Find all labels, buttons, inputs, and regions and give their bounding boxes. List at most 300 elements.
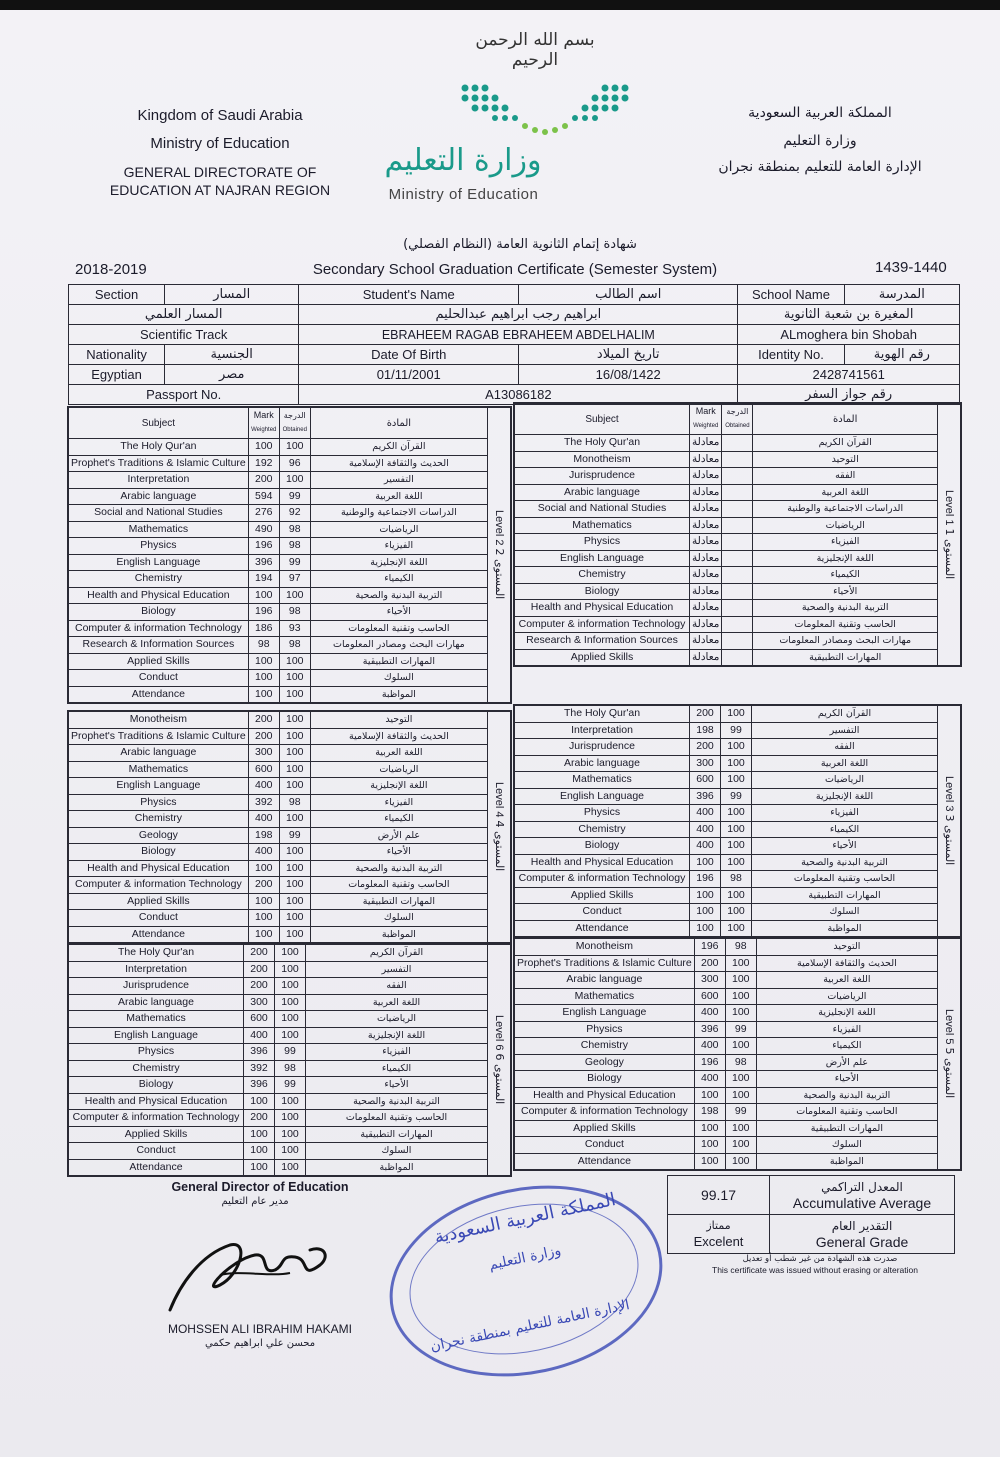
subject-header: Subject — [69, 408, 249, 439]
subject-name-ar: الفيزياء — [306, 1044, 488, 1061]
subject-name: Conduct — [515, 904, 690, 921]
table-row — [69, 1011, 511, 1028]
mark-obtained: 99 — [721, 788, 752, 805]
director-title-ar: مدير عام التعليم — [221, 1196, 289, 1207]
mark-obtained: 98 — [279, 604, 310, 621]
year-hijri: 1439-1440 — [875, 259, 947, 276]
subject-name-ar: المواظبة — [306, 1159, 488, 1176]
mark-obtained: 100 — [279, 844, 310, 861]
mark-weighted: 196 — [694, 939, 725, 956]
mark-obtained: 100 — [721, 920, 752, 937]
subject-name: Interpretation — [69, 472, 249, 489]
subject-name-ar: الفقه — [752, 739, 938, 756]
level-label-ar: المستوى 2 — [493, 548, 506, 600]
table-row — [69, 893, 511, 910]
passport-label: Passport No. — [69, 385, 299, 405]
school-value-en: ALmoghera bin Shobah — [738, 325, 960, 345]
identity-label-ar: رقم الهوية — [844, 345, 959, 365]
mark-weighted: معادلة — [690, 616, 722, 633]
mark-weighted: 100 — [694, 1137, 725, 1154]
mark-obtained: 100 — [279, 587, 310, 604]
subject-name-ar: الدراسات الاجتماعية والوطنية — [753, 501, 938, 518]
mark-weighted: 200 — [690, 739, 721, 756]
subject-name: Monotheism — [515, 451, 690, 468]
subject-name-ar: التوحيد — [756, 939, 937, 956]
mark-weighted: 196 — [248, 604, 279, 621]
mark-obtained: 98 — [721, 871, 752, 888]
subject-name-ar: القرآن الكريم — [752, 706, 938, 723]
subject-name: The Holy Qur'an — [69, 439, 249, 456]
table-row — [515, 788, 961, 805]
table-row — [69, 827, 511, 844]
level-1-block — [513, 402, 962, 667]
table-row — [515, 1071, 961, 1088]
school-value-ar: المغيرة بن شعبة الثانوية — [738, 305, 960, 325]
table-row — [515, 633, 961, 650]
track-value: Scientific Track — [69, 325, 299, 345]
header-left — [90, 107, 350, 199]
subject-name-ar: التربية البدنية والصحية — [753, 600, 938, 617]
mark-weighted: 100 — [244, 1093, 275, 1110]
mark-weighted: 100 — [694, 1087, 725, 1104]
subject-name-ar: الأحياء — [310, 604, 487, 621]
mark-weighted: 200 — [248, 728, 279, 745]
mark-obtained: 100 — [721, 838, 752, 855]
level-label-cell — [938, 404, 961, 666]
subject-name: The Holy Qur'an — [515, 435, 690, 452]
mark-weighted: 200 — [690, 706, 721, 723]
subject-name-ar: الرياضيات — [306, 1011, 488, 1028]
student-name-label: Student's Name — [299, 285, 519, 305]
subject-name-ar: التوحيد — [310, 712, 487, 729]
mark-obtained — [722, 616, 753, 633]
subject-name: Applied Skills — [69, 1126, 244, 1143]
table-row — [515, 1038, 961, 1055]
subject-name: Computer & information Technology — [69, 877, 249, 894]
table-row — [515, 805, 961, 822]
subject-name-ar: التفسير — [306, 961, 488, 978]
mark-obtained: 100 — [721, 821, 752, 838]
subject-name-ar: اللغة الإنجليزية — [306, 1027, 488, 1044]
subject-name: English Language — [515, 788, 690, 805]
table-row — [515, 1104, 961, 1121]
table-row — [515, 1021, 961, 1038]
subject-name-ar: القرآن الكريم — [310, 439, 487, 456]
mark-obtained: 100 — [725, 1005, 756, 1022]
mark-obtained: 98 — [275, 1060, 306, 1077]
subject-name-ar: المواظبة — [310, 686, 487, 703]
mark-weighted: 100 — [690, 920, 721, 937]
mark-obtained: 100 — [279, 670, 310, 687]
subject-name: Social and National Studies — [515, 501, 690, 518]
table-row — [69, 1027, 511, 1044]
logo-arabic-text: وزارة التعليم — [384, 143, 542, 178]
table-row — [515, 722, 961, 739]
table-row — [515, 739, 961, 756]
mark-weighted: 600 — [690, 772, 721, 789]
subject-name: Applied Skills — [69, 653, 249, 670]
mark-weighted: 200 — [248, 712, 279, 729]
school-name-label: School Name — [738, 285, 844, 305]
mark-obtained: 97 — [279, 571, 310, 588]
table-row — [69, 1110, 511, 1127]
table-row — [515, 854, 961, 871]
mark-obtained: 100 — [279, 745, 310, 762]
subject-name: Research & Information Sources — [69, 637, 249, 654]
table-row — [69, 712, 511, 729]
mark-weighted: 186 — [248, 620, 279, 637]
subject-name: Health and Physical Education — [69, 587, 249, 604]
mark-weighted: 200 — [248, 877, 279, 894]
mark-obtained — [722, 567, 753, 584]
table-row — [69, 961, 511, 978]
subject-name: Applied Skills — [69, 893, 249, 910]
subject-name: English Language — [515, 1005, 695, 1022]
table-row — [69, 778, 511, 795]
mark-weighted: 98 — [248, 637, 279, 654]
subject-name: Mathematics — [515, 772, 690, 789]
subject-name-ar: الكيمياء — [753, 567, 938, 584]
mark-weighted: 392 — [244, 1060, 275, 1077]
mark-obtained: 100 — [721, 887, 752, 904]
mark-obtained: 100 — [725, 1038, 756, 1055]
table-row — [69, 1093, 511, 1110]
table-row — [515, 755, 961, 772]
mark-obtained: 100 — [279, 728, 310, 745]
subject-name-ar: اللغة العربية — [756, 972, 937, 989]
mark-obtained: 99 — [725, 1021, 756, 1038]
level-label-cell — [938, 939, 961, 1170]
subject-name-ar: التربية البدنية والصحية — [752, 854, 938, 871]
subject-name: Conduct — [69, 670, 249, 687]
subject-name: English Language — [515, 550, 690, 567]
subject-name-ar: الدراسات الاجتماعية والوطنية — [310, 505, 487, 522]
subject-name: Health and Physical Education — [515, 1087, 695, 1104]
subject-name-ar: التربية البدنية والصحية — [756, 1087, 937, 1104]
mark-obtained: 100 — [279, 439, 310, 456]
header-left-line: GENERAL DIRECTORATE OF — [123, 164, 317, 180]
mark-weighted: معادلة — [690, 484, 722, 501]
director-name-ar: محسن علي ابراهيم حكمي — [204, 1338, 316, 1349]
subject-name-ar: الكيمياء — [310, 571, 487, 588]
table-row — [515, 567, 961, 584]
subject-name: Applied Skills — [515, 887, 690, 904]
stamp-text: المملكة العربية السعودية — [432, 1189, 618, 1248]
mark-obtained: 100 — [279, 860, 310, 877]
mark-weighted: 200 — [244, 978, 275, 995]
table-row — [515, 435, 961, 452]
subject-name: Jurisprudence — [515, 468, 690, 485]
table-row — [515, 871, 961, 888]
year-gregorian: 2018-2019 — [75, 261, 147, 278]
mark-weighted: 400 — [248, 811, 279, 828]
subject-name-ar: اللغة الإنجليزية — [753, 550, 938, 567]
mark-weighted: 200 — [244, 945, 275, 962]
subject-name: Attendance — [69, 1159, 244, 1176]
table-row — [69, 728, 511, 745]
level-4-block — [67, 710, 512, 944]
table-row — [515, 1054, 961, 1071]
mark-obtained: 99 — [279, 827, 310, 844]
subject-header: Subject — [515, 404, 690, 435]
mark-obtained: 100 — [275, 1110, 306, 1127]
mark-weighted: معادلة — [690, 600, 722, 617]
subject-name: Physics — [515, 1021, 695, 1038]
top-black-bar — [0, 0, 1000, 10]
subject-name-ar: الكيمياء — [752, 821, 938, 838]
mark-weighted-header — [690, 404, 722, 435]
subject-name-ar: المواظبة — [756, 1153, 937, 1170]
table-row — [515, 583, 961, 600]
subject-name: Applied Skills — [515, 649, 690, 666]
subject-name: Arabic language — [515, 484, 690, 501]
passport-label-ar: رقم جواز السفر — [738, 385, 960, 405]
title-arabic: شهادة إتمام الثانوية العامة (النظام الفصلي) — [403, 237, 637, 252]
mark-weighted: 396 — [694, 1021, 725, 1038]
subject-name-ar: الحاسب وتقنية المعلومات — [306, 1110, 488, 1127]
level-5-block — [513, 937, 962, 1171]
mark-obtained: 100 — [275, 1143, 306, 1160]
mark-obtained: 100 — [721, 772, 752, 789]
mark-weighted: 196 — [248, 538, 279, 555]
subject-name: Chemistry — [515, 567, 690, 584]
mark-weighted: معادلة — [690, 633, 722, 650]
mark-weighted: 192 — [248, 455, 279, 472]
subject-name-ar: المواظبة — [310, 926, 487, 943]
subject-name: Conduct — [515, 1137, 695, 1154]
subject-name: English Language — [69, 554, 249, 571]
subject-name: Attendance — [69, 926, 249, 943]
mark-obtained: 93 — [279, 620, 310, 637]
subject-name-ar: اللغة العربية — [753, 484, 938, 501]
average-value: 99.17 — [668, 1176, 770, 1215]
school-name-label-ar: المدرسة — [844, 285, 959, 305]
subject-name: Health and Physical Education — [69, 860, 249, 877]
mark-weighted: 300 — [244, 994, 275, 1011]
mark-obtained: 100 — [279, 910, 310, 927]
subject-name: Prophet's Traditions & Islamic Culture — [515, 955, 695, 972]
mark-obtained: 100 — [279, 877, 310, 894]
mark-weighted: 100 — [248, 893, 279, 910]
mark-weighted: معادلة — [690, 451, 722, 468]
mark-obtained: 100 — [279, 811, 310, 828]
mark-weighted: 198 — [248, 827, 279, 844]
subject-name-ar: المهارات التطبيقية — [756, 1120, 937, 1137]
subject-name: English Language — [69, 778, 249, 795]
identity-value: 2428741561 — [738, 365, 960, 385]
level-label: Level 5 — [943, 1009, 955, 1045]
mark-obtained — [722, 451, 753, 468]
subject-name: Arabic language — [69, 745, 249, 762]
mark-weighted: 396 — [248, 554, 279, 571]
table-row — [69, 1077, 511, 1094]
subject-name: Computer & information Technology — [515, 871, 690, 888]
mark-weighted: 400 — [248, 844, 279, 861]
mark-label: Mark — [695, 406, 716, 416]
mark-weighted: 100 — [690, 887, 721, 904]
subject-name-ar: الأحياء — [306, 1077, 488, 1094]
table-row — [515, 988, 961, 1005]
subject-name: Monotheism — [515, 939, 695, 956]
mark-obtained — [722, 484, 753, 501]
mark-obtained: 100 — [279, 472, 310, 489]
table-row — [69, 860, 511, 877]
subject-name-ar: الرياضيات — [756, 988, 937, 1005]
level-label-cell — [938, 706, 961, 937]
student-name-en: EBRAHEEM RAGAB EBRAHEEM ABDELHALIM — [299, 325, 738, 345]
subject-name-ar: اللغة الإنجليزية — [310, 778, 487, 795]
mark-weighted: 200 — [248, 472, 279, 489]
subject-name-ar: السلوك — [756, 1137, 937, 1154]
subject-name-ar: مهارات البحث ومصادر المعلومات — [753, 633, 938, 650]
subject-name: The Holy Qur'an — [69, 945, 244, 962]
grade-value-ar: ممتاز — [706, 1219, 731, 1232]
subject-name-ar: الحاسب وتقنية المعلومات — [310, 620, 487, 637]
logo-english-text: Ministry of Education — [388, 186, 539, 203]
average-label: Accumulative Average — [792, 1195, 932, 1211]
mark-obtained: 100 — [725, 955, 756, 972]
table-row — [69, 670, 511, 687]
mark-obtained: 99 — [725, 1104, 756, 1121]
mark-weighted: 100 — [248, 860, 279, 877]
basmala: بسم الله الرحمن الرحيم — [475, 30, 595, 70]
subject-name-ar: القرآن الكريم — [306, 945, 488, 962]
mark-obtained: 98 — [725, 1054, 756, 1071]
mark-weighted: 100 — [694, 1153, 725, 1170]
subject-name: Geology — [69, 827, 249, 844]
table-row — [69, 472, 511, 489]
subject-name: Biology — [515, 583, 690, 600]
result-table — [667, 1175, 955, 1254]
subject-name: Geology — [515, 1054, 695, 1071]
subject-name-ar: التربية البدنية والصحية — [310, 860, 487, 877]
mark-obtained — [722, 550, 753, 567]
student-info-table — [68, 284, 960, 405]
mark-obtained — [722, 534, 753, 551]
table-row — [515, 534, 961, 551]
mark-obtained: 98 — [279, 538, 310, 555]
subject-name-ar: الفقه — [753, 468, 938, 485]
subject-name-ar: اللغة الإنجليزية — [310, 554, 487, 571]
issue-note-ar: صدرت هذه الشهادة من غير شطب أو تعديل — [742, 1254, 898, 1264]
mark-weighted: 600 — [248, 761, 279, 778]
subject-name: Mathematics — [69, 1011, 244, 1028]
director-name: MOHSSEN ALI IBRAHIM HAKAMI — [167, 1322, 353, 1336]
subject-name: Mathematics — [69, 761, 249, 778]
passport-value: A13086182 — [299, 385, 738, 405]
average-label-ar: المعدل التراكمي — [821, 1180, 903, 1194]
table-row — [69, 521, 511, 538]
table-row — [69, 439, 511, 456]
mark-obtained: 100 — [275, 994, 306, 1011]
subject-name-ar: اللغة الإنجليزية — [756, 1005, 937, 1022]
table-row — [69, 978, 511, 995]
nationality-value: Egyptian — [69, 365, 165, 385]
level-label: Level 1 — [943, 489, 955, 526]
subject-name-ar: الحديث والثقافة الإسلامية — [310, 455, 487, 472]
subject-name: Jurisprudence — [69, 978, 244, 995]
subject-name-ar: الفقه — [306, 978, 488, 995]
mark-obtained: 100 — [721, 755, 752, 772]
subject-name: Mathematics — [69, 521, 249, 538]
subject-name-ar: الحاسب وتقنية المعلومات — [756, 1104, 937, 1121]
mark-obtained: 100 — [721, 706, 752, 723]
table-row — [69, 1044, 511, 1061]
table-row — [69, 761, 511, 778]
mark-weighted: 396 — [244, 1044, 275, 1061]
subject-name: Biology — [69, 604, 249, 621]
table-row — [515, 972, 961, 989]
mark-weighted: 100 — [248, 670, 279, 687]
grade-label: General Grade — [815, 1234, 909, 1250]
mark-obtained: 100 — [721, 805, 752, 822]
mark-weighted: 100 — [244, 1126, 275, 1143]
mark-obtained: 92 — [279, 505, 310, 522]
mark-weighted: معادلة — [690, 517, 722, 534]
mark-obtained: 100 — [721, 739, 752, 756]
subject-name-ar: التربية البدنية والصحية — [310, 587, 487, 604]
mark-obtained: 100 — [275, 1126, 306, 1143]
mark-weighted: 400 — [690, 805, 721, 822]
table-row — [515, 1120, 961, 1137]
mark-obtained: 99 — [275, 1044, 306, 1061]
table-row — [515, 616, 961, 633]
mark-obtained: 100 — [275, 1011, 306, 1028]
mark-weighted: 100 — [690, 854, 721, 871]
mark-weighted: 594 — [248, 488, 279, 505]
mark-weighted: 200 — [694, 955, 725, 972]
mark-obtained-header — [279, 408, 310, 439]
grade-value: Excelent — [693, 1234, 744, 1249]
subject-name-ar: التفسير — [752, 722, 938, 739]
subject-name: Computer & information Technology — [69, 620, 249, 637]
subject-name: Physics — [515, 805, 690, 822]
mark-obtained: 100 — [275, 978, 306, 995]
mark-weighted: 400 — [694, 1071, 725, 1088]
mark-weighted: 100 — [248, 926, 279, 943]
mark-obtained: 99 — [721, 722, 752, 739]
level-2-block — [67, 406, 512, 704]
table-row — [515, 451, 961, 468]
mark-obtained: 98 — [279, 794, 310, 811]
subject-name-ar: الفيزياء — [310, 794, 487, 811]
table-row — [515, 550, 961, 567]
subject-name-ar: السلوك — [752, 904, 938, 921]
table-row — [515, 939, 961, 956]
table-row — [69, 455, 511, 472]
weighted-label: Weighted — [251, 427, 277, 433]
mark-weighted: 196 — [690, 871, 721, 888]
level-label-ar: المستوى 5 — [943, 1047, 956, 1099]
mark-weighted: معادلة — [690, 649, 722, 666]
subject-name-ar: اللغة العربية — [310, 745, 487, 762]
mark-obtained: 99 — [279, 554, 310, 571]
mark-obtained: 100 — [279, 893, 310, 910]
subject-name: English Language — [69, 1027, 244, 1044]
header-left-line: Kingdom of Saudi Arabia — [137, 107, 303, 124]
table-row — [515, 1087, 961, 1104]
level-label-ar: المستوى 3 — [943, 814, 956, 866]
subject-name: Physics — [69, 538, 249, 555]
mark-obtained — [722, 435, 753, 452]
subject-name-ar: السلوك — [310, 670, 487, 687]
level-label-cell — [488, 945, 511, 1176]
mark-obtained: 100 — [275, 1093, 306, 1110]
mark-weighted: 600 — [694, 988, 725, 1005]
subject-name: Interpretation — [69, 961, 244, 978]
mark-obtained — [722, 501, 753, 518]
table-row — [515, 955, 961, 972]
